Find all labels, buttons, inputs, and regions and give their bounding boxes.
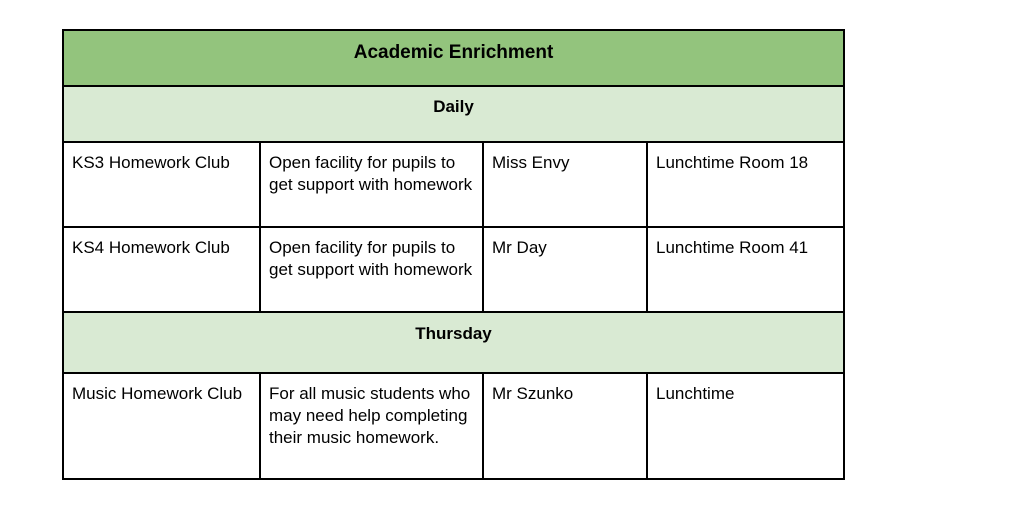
title-row (63, 30, 844, 86)
activity-cell: KS4 Homework Club (63, 227, 260, 312)
table-title: Academic Enrichment (63, 30, 844, 86)
table-row (63, 373, 844, 479)
section-row-thursday (63, 312, 844, 373)
time-location-cell: Lunchtime Room 41 (647, 227, 844, 312)
table-row (63, 142, 844, 227)
table-row (63, 227, 844, 312)
section-heading-daily: Daily (63, 86, 844, 142)
activity-cell: Music Homework Club (63, 373, 260, 479)
activity-cell: KS3 Homework Club (63, 142, 260, 227)
description-cell: For all music students who may need help completing their music homework. (260, 373, 483, 479)
description-cell: Open facility for pupils to get support with homework (260, 142, 483, 227)
enrichment-table (62, 29, 845, 480)
staff-cell: Mr Szunko (483, 373, 647, 479)
section-row-daily (63, 86, 844, 142)
staff-cell: Mr Day (483, 227, 647, 312)
time-location-cell: Lunchtime (647, 373, 844, 479)
section-heading-thursday: Thursday (63, 312, 844, 373)
staff-cell: Miss Envy (483, 142, 647, 227)
description-cell: Open facility for pupils to get support with homework (260, 227, 483, 312)
time-location-cell: Lunchtime Room 18 (647, 142, 844, 227)
